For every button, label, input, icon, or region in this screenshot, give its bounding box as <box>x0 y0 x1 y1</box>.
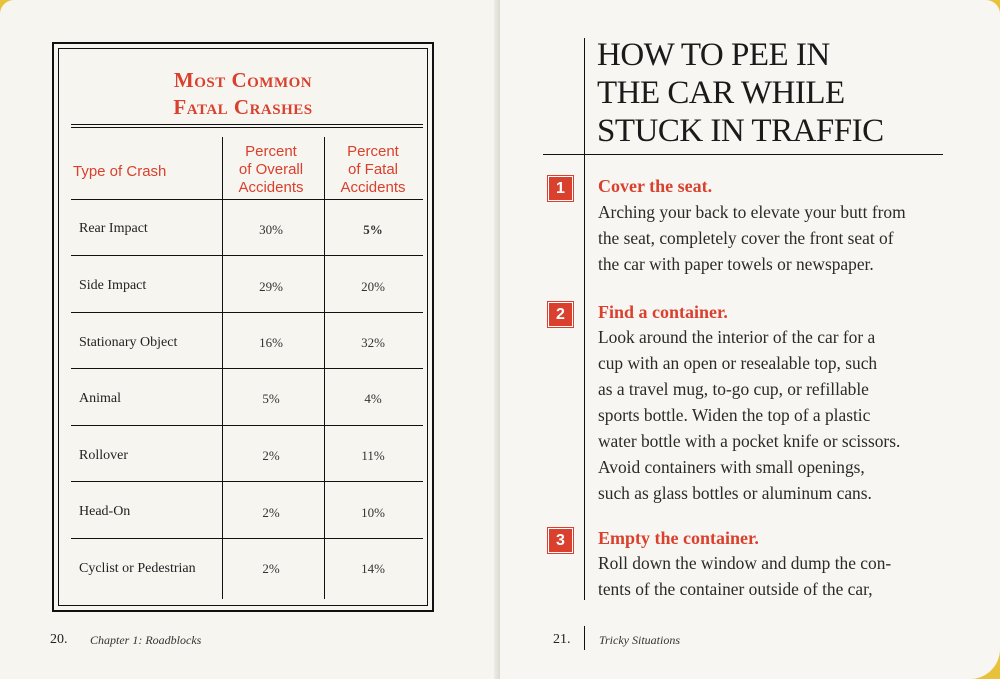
header-fatal: Percent of Fatal Accidents <box>340 143 406 196</box>
footer-rule <box>584 626 585 650</box>
right-page-number: 21. <box>553 632 571 647</box>
step-3-heading: Empty the container. <box>598 528 759 548</box>
header-type: Type of Crash <box>73 163 167 180</box>
section-label: Tricky Situations <box>599 633 680 647</box>
title-rule <box>543 154 943 155</box>
fatal-crashes-table: Most Common Fatal Crashes Type of Crash Percent of Overall Accidents Percent of Fatal Accidents Rear Impact 30% 5% Side Impact 29% 20% Stationary Object 16% 32% Animal 5% 4% Rollover 2% 11% Head-On 2% 10% Cyclist or Pedestrian 2% 14% <box>52 42 434 612</box>
chapter-label: Chapter 1: Roadblocks <box>90 633 202 647</box>
step-2-badge: 2 <box>548 302 573 327</box>
step-3-body: Roll down the window and dump the con- tents of the container outside of the car, <box>598 553 892 599</box>
step-2-heading: Find a container. <box>598 302 728 322</box>
title-vertical-rule <box>584 38 585 154</box>
step-1-badge: 1 <box>548 176 573 201</box>
header-overall: Percent of Overall Accidents <box>238 143 304 196</box>
step-1-heading: Cover the seat. <box>598 176 713 196</box>
step-1-body: Arching your back to elevate your butt from the seat, completely cover the front seat of the car with paper towels or newspaper. <box>598 202 906 274</box>
step-2-body: Look around the interior of the car for a cup with an open or resealable top, such as a travel mug, to-go cup, or refillable sports bottle. Widen the top of a plastic water bottle with a pocket knife or scissors. Avoid containers with small openings, such as glass bottles or aluminum cans. <box>598 327 901 503</box>
table-title: Most Common Fatal Crashes <box>173 68 313 119</box>
step-3-badge: 3 <box>548 528 573 553</box>
steps-vertical-rule <box>584 154 585 600</box>
left-page-number: 20. <box>50 632 68 647</box>
page-title: HOW TO PEE IN THE CAR WHILE STUCK IN TRAFFIC <box>597 37 884 149</box>
